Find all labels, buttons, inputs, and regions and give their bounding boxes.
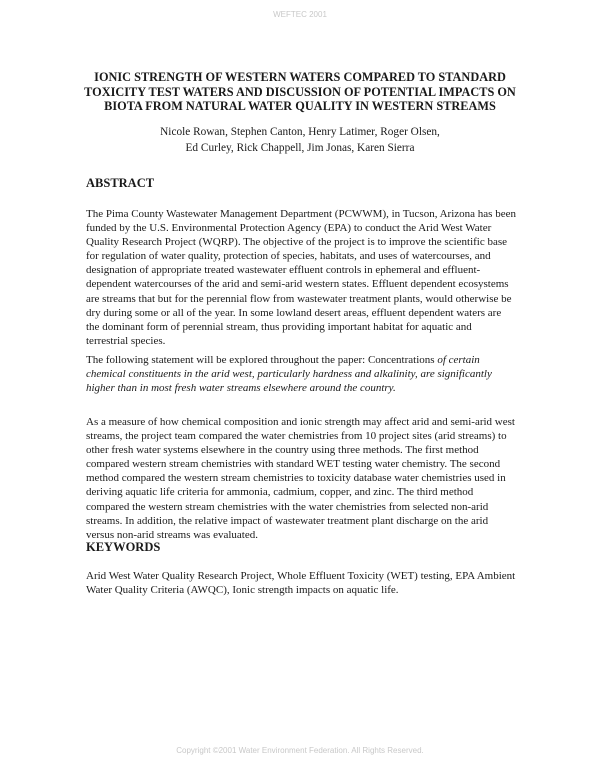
abstract-paragraph-2 (86, 353, 516, 395)
abstract-paragraph-3: As a measure of how chemical composition and ionic strength may affect arid and semi-arid west streams, the project team compared the water chemistries from 10 project sites (arid streams) to other fresh water systems elsewhere in the country using three methods. The first method compared western stream chemistries with standard WET testing water chemistry. The second method compared the western stream chemistries to toxicity database water chemistries used in deriving aquatic life criteria for ammonia, cadmium, copper, and zinc. The third method compared the western stream chemistries with the water chemistries from selected non-arid streams. In addition, the relative impact of wastewater treatment plant discharge on the arid versus non-arid streams was evaluated. (86, 416, 515, 541)
author-line-1: Nicole Rowan, Stephen Canton, Henry Latimer, Roger Olsen, (160, 126, 440, 138)
author-list (80, 125, 520, 156)
abstract-heading: ABSTRACT (86, 176, 155, 190)
keywords-heading: KEYWORDS (86, 540, 161, 554)
copyright-footer: Copyright ©2001 Water Environment Federation. All Rights Reserved. (176, 746, 424, 755)
author-line-2: Ed Curley, Rick Chappell, Jim Jonas, Karen Sierra (185, 141, 415, 154)
paper-title: IONIC STRENGTH OF WESTERN WATERS COMPARED TO STANDARD TOXICITY TEST WATERS AND DISCUSSION OF POTENTIAL IMPACTS ON BIOTA FROM NATURAL WATER QUALITY IN WESTERN STREAMS (84, 70, 516, 113)
keywords-text: Arid West Water Quality Research Project, Whole Effluent Toxicity (WET) testing, EPA Ambient Water Quality Criteria (AWQC), Ionic strength impacts on aquatic life. (86, 570, 516, 597)
paragraph-2-intro: The following statement will be explored throughout the paper: Concentrations (86, 354, 438, 366)
conference-header: WEFTEC 2001 (273, 10, 327, 19)
abstract-paragraph-1: The Pima County Wastewater Management Department (PCWWM), in Tucson, Arizona has been funded by the U.S. Environmental Protection Agency (EPA) to conduct the Arid West Water Quality Research Project (WQRP). The objective of the project is to improve the scientific base for regulation of water quality, protection of species, habitats, and uses of watercourses, and designation of appropriate treated wastewater effluent controls in ephemeral and effluent-dependent watercourses of the arid and semi-arid western states. Effluent dependent ecosystems are streams that but for the perennial flow from wastewater treatment plants, would otherwise be dry during some or all of the year. In some lowland desert areas, effluent dependent waters are the dominant form of perennial stream, thus providing important habitat for aquatic and terrestrial species. (86, 208, 516, 347)
paragraph-2-statement: of certain chemical constituents in the arid west, particularly hardness and alkalinity, are significantly higher than in most fresh water streams elsewhere around the country. (86, 354, 492, 395)
